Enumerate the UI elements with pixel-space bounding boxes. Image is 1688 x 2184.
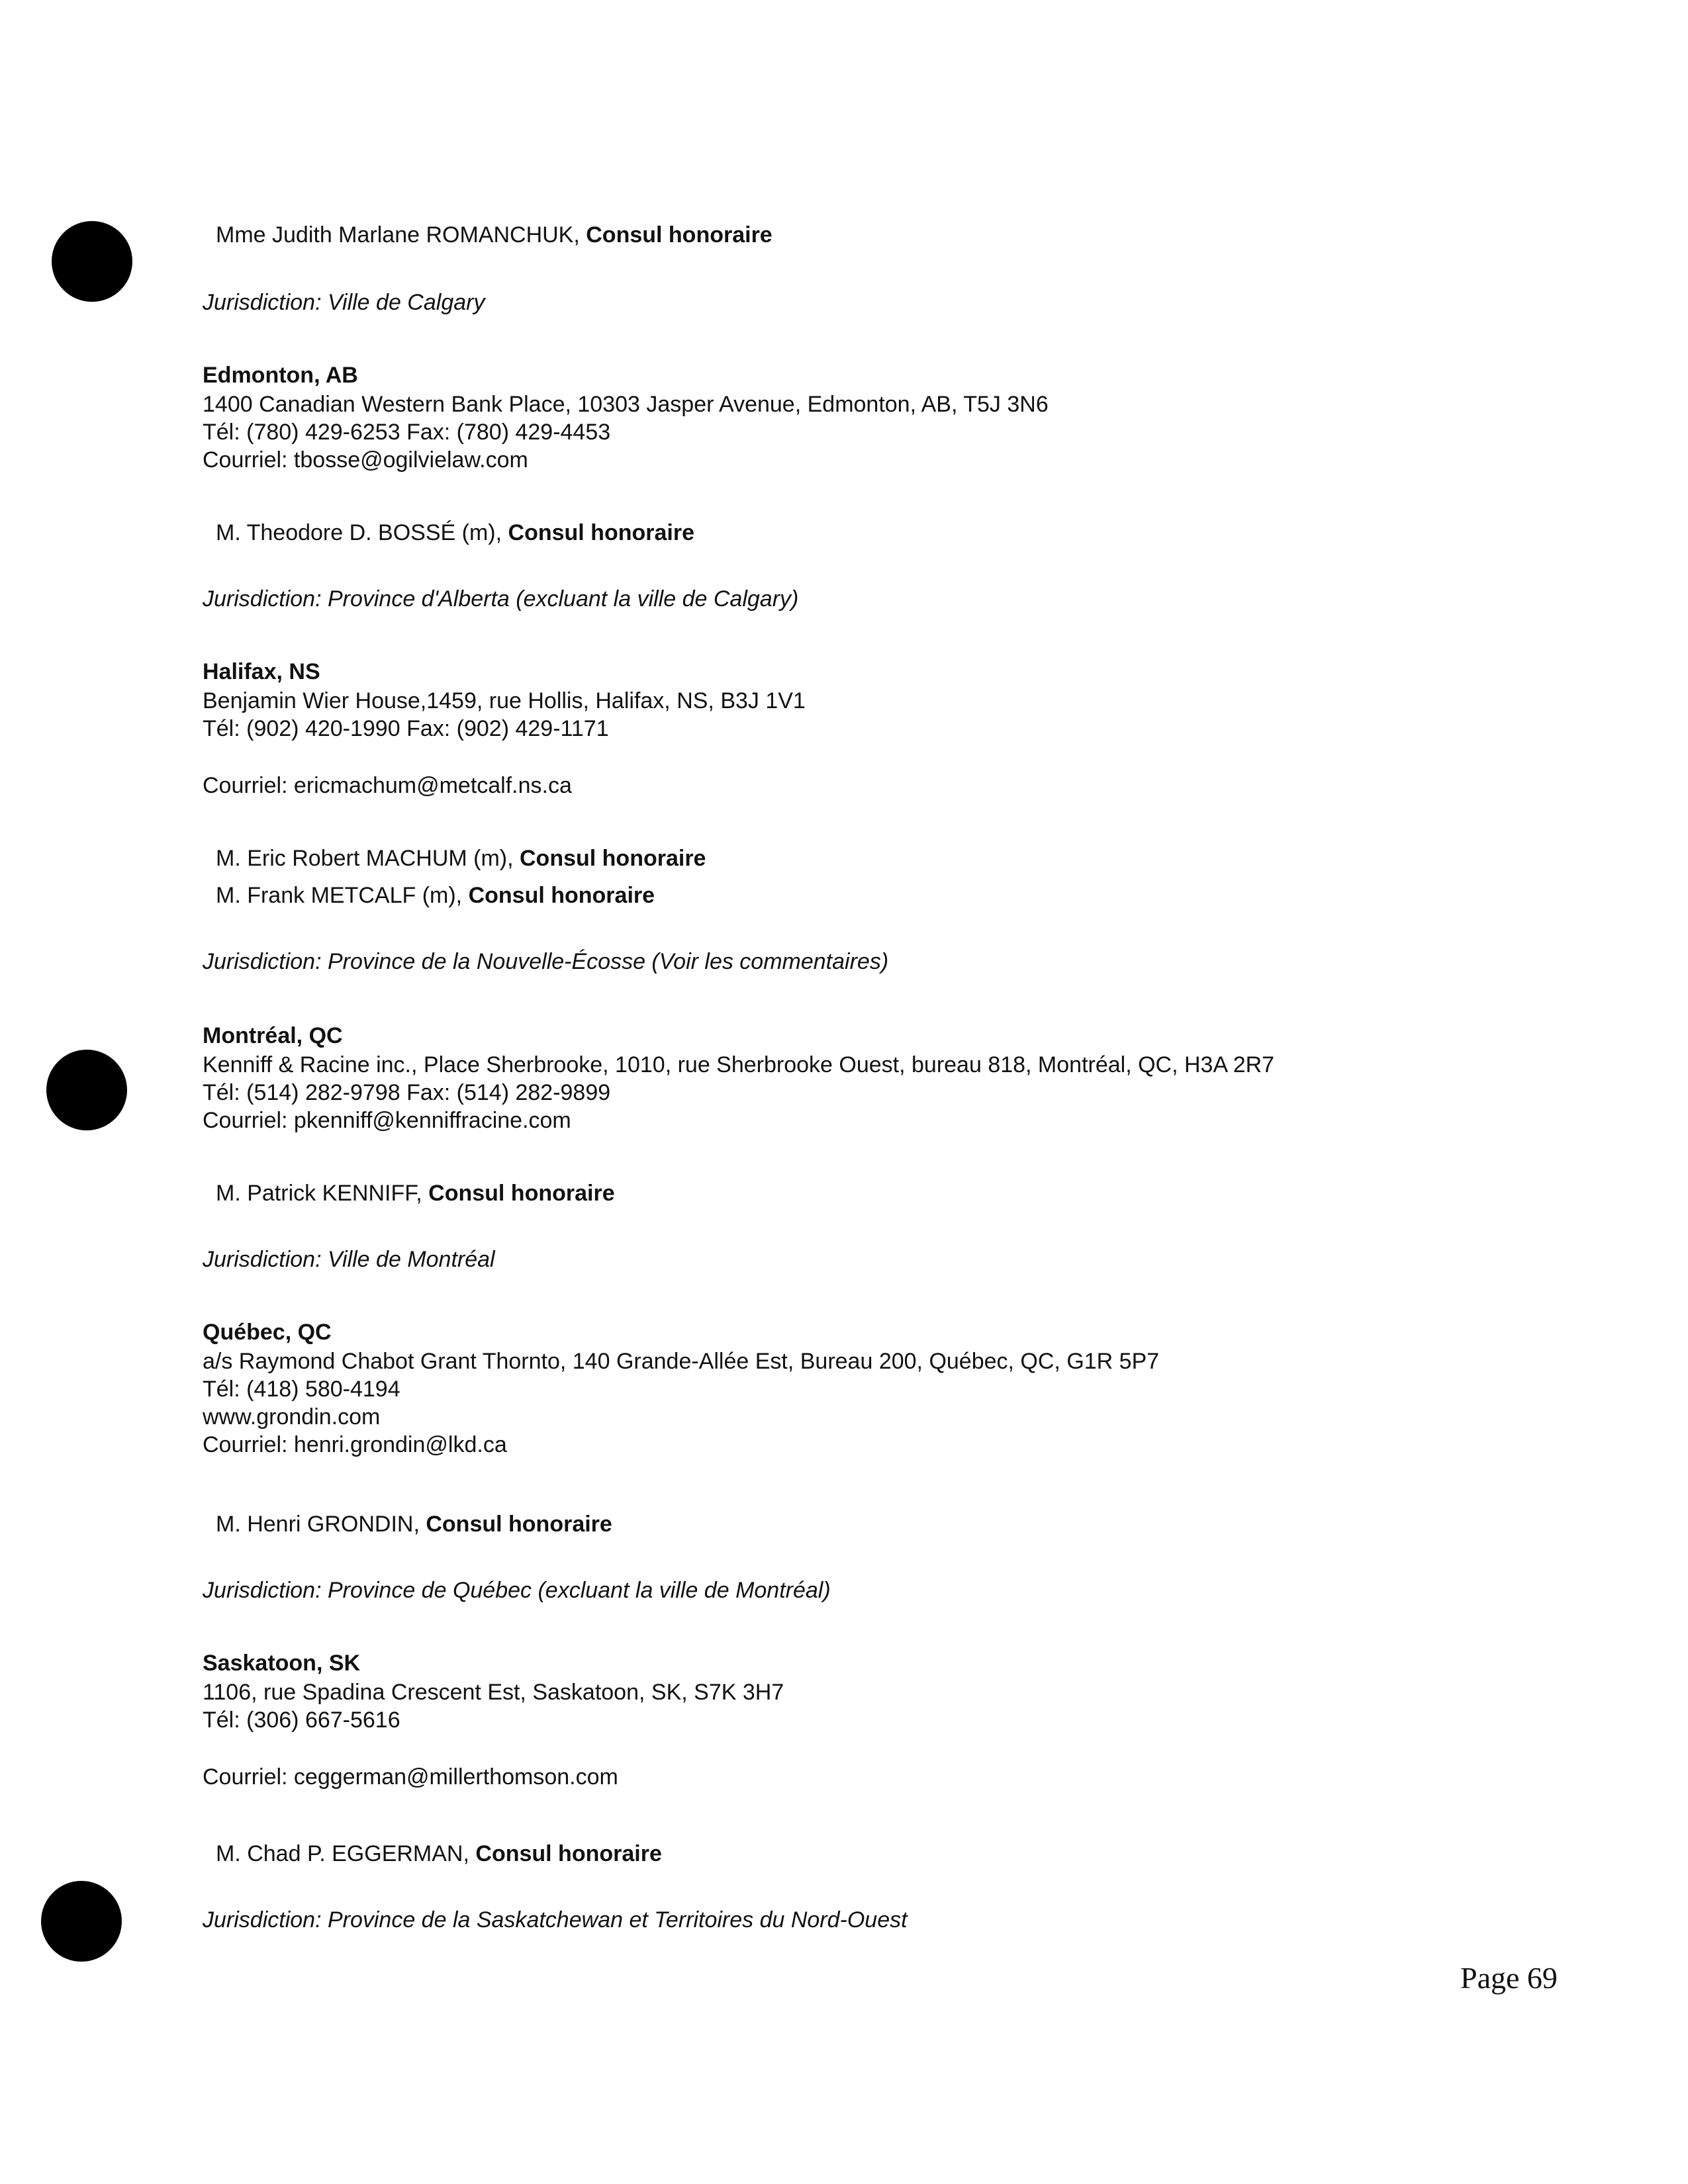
website-link: www.grondin.com [203,1404,381,1430]
jurisdiction: Jurisdiction: Province de la Nouvelle-Écosse (Voir les commentaires) [203,949,889,974]
phone: Tél: (306) 667-5616 [203,1707,400,1733]
page-number: Page 69 [1460,1961,1558,1995]
address: a/s Raymond Chabot Grant Thornto, 140 Grande-Allée Est, Bureau 200, Québec, QC, G1R 5P7 [203,1349,1160,1374]
person-line: M. Theodore D. BOSSÉ (m), Consul honoraire [216,520,694,545]
email: Courriel: ceggerman@millerthomson.com [203,1764,618,1790]
city-heading: Québec, QC [203,1320,332,1345]
address: 1106, rue Spadina Crescent Est, Saskatoon, SK, S7K 3H7 [203,1680,784,1705]
phone-fax: Tél: (514) 282-9798 Fax: (514) 282-9899 [203,1080,611,1105]
email: Courriel: henri.grondin@lkd.ca [203,1432,507,1457]
jurisdiction: Jurisdiction: Ville de Calgary [203,290,485,315]
email: Courriel: tbosse@ogilvielaw.com [203,447,528,473]
person-line: M. Frank METCALF (m), Consul honoraire [216,883,655,908]
person-line: M. Patrick KENNIFF, Consul honoraire [216,1181,615,1206]
person-line: M. Chad P. EGGERMAN, Consul honoraire [216,1841,662,1866]
phone: Tél: (418) 580-4194 [203,1377,400,1402]
person-line: Mme Judith Marlane ROMANCHUK, Consul honoraire [216,222,773,248]
city-heading: Saskatoon, SK [203,1651,361,1676]
address: 1400 Canadian Western Bank Place, 10303 Jasper Avenue, Edmonton, AB, T5J 3N6 [203,392,1049,417]
address: Kenniff & Racine inc., Place Sherbrooke, 1010, rue Sherbrooke Ouest, bureau 818, Montréal, QC, H3A 2R7 [203,1052,1275,1077]
city-heading: Montréal, QC [203,1023,343,1048]
city-heading: Halifax, NS [203,659,320,684]
jurisdiction: Jurisdiction: Ville de Montréal [203,1247,495,1272]
punch-hole-bottom [41,1881,122,1962]
jurisdiction: Jurisdiction: Province d'Alberta (excluant la ville de Calgary) [203,586,799,612]
city-heading: Edmonton, AB [203,363,358,388]
person-line: M. Henri GRONDIN, Consul honoraire [216,1512,612,1537]
punch-hole-top [52,221,132,302]
phone-fax: Tél: (902) 420-1990 Fax: (902) 429-1171 [203,716,609,741]
phone-fax: Tél: (780) 429-6253 Fax: (780) 429-4453 [203,420,611,445]
person-line: M. Eric Robert MACHUM (m), Consul honoraire [216,846,706,871]
jurisdiction: Jurisdiction: Province de Québec (excluant la ville de Montréal) [203,1578,831,1603]
email: Courriel: pkenniff@kenniffracine.com [203,1108,571,1133]
jurisdiction: Jurisdiction: Province de la Saskatchewan et Territoires du Nord-Ouest [203,1907,908,1933]
address: Benjamin Wier House,1459, rue Hollis, Halifax, NS, B3J 1V1 [203,688,806,713]
email: Courriel: ericmachum@metcalf.ns.ca [203,773,572,798]
punch-hole-middle [46,1050,127,1130]
